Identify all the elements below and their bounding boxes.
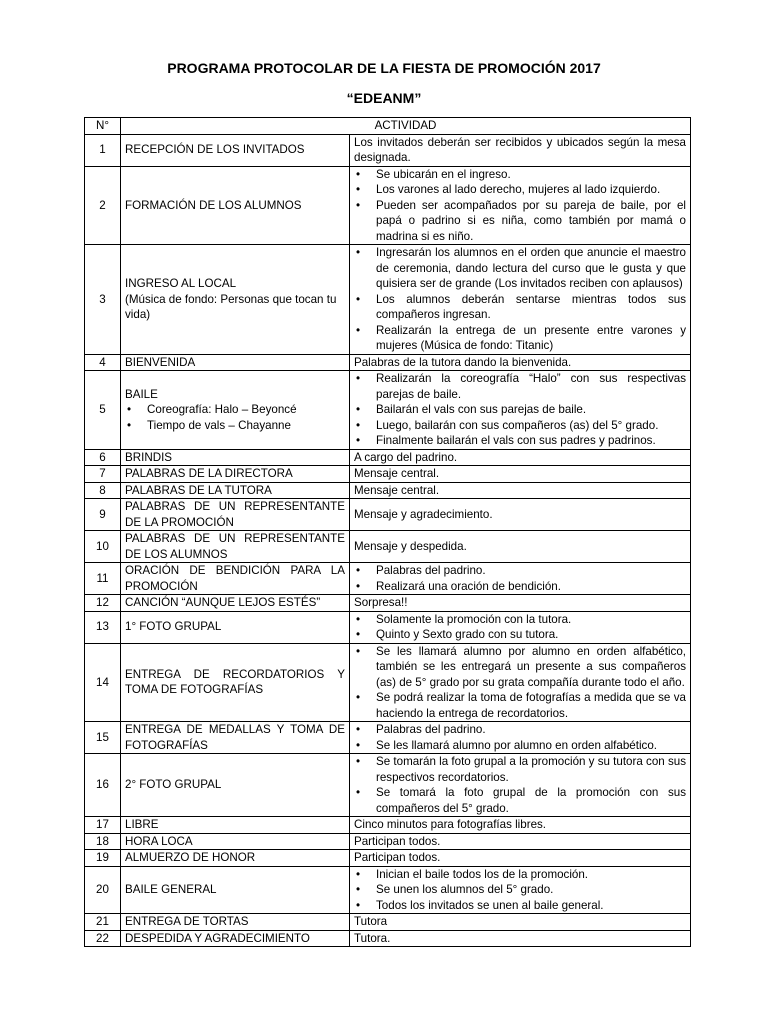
activity-cell: [121, 563, 350, 595]
description-cell: [350, 371, 691, 450]
row-number: 12: [85, 595, 121, 612]
description-bullet-list: [354, 867, 686, 914]
activity-name: BAILE GENERAL: [125, 883, 217, 896]
table-row: [85, 930, 691, 947]
bullet-item: • Palabras del padrino.: [354, 563, 686, 579]
row-number: 21: [85, 914, 121, 931]
table-row: [85, 611, 691, 643]
bullet-item: • Realizará una oración de bendición.: [354, 579, 686, 595]
description-bullet-list: [354, 612, 686, 643]
activity-cell: [121, 817, 350, 834]
activity-cell: [121, 371, 350, 450]
table-row: [85, 449, 691, 466]
table-row: [85, 850, 691, 867]
description-bullet-list: [354, 245, 686, 354]
activity-bullet-list: [125, 402, 345, 433]
bullet-item: • Se les llamará alumno por alumno en orden alfabético.: [354, 738, 686, 754]
bullet-item: • Realizarán la coreografía “Halo” con sus respectivas parejas de baile.: [354, 371, 686, 402]
table-row: [85, 134, 691, 166]
bullet-item: • Pueden ser acompañados por su pareja de baile, por el papá o padrino si es niña, como también por mamá o madrina si es niño.: [354, 198, 686, 245]
row-number: 18: [85, 833, 121, 850]
activity-name: ENTREGA DE MEDALLAS Y TOMA DE FOTOGRAFÍAS: [125, 723, 345, 752]
row-number: 3: [85, 245, 121, 355]
activity-name: 1° FOTO GRUPAL: [125, 620, 222, 634]
activity-cell: [121, 354, 350, 371]
table-row: [85, 914, 691, 931]
description-cell: Mensaje y agradecimiento.: [350, 499, 691, 531]
activity-cell: [121, 245, 350, 355]
row-number: 6: [85, 449, 121, 466]
table-row: [85, 531, 691, 563]
bullet-item: • Bailarán el vals con sus parejas de baile.: [354, 402, 686, 418]
description-cell: [350, 166, 691, 245]
document-title: PROGRAMA PROTOCOLAR DE LA FIESTA DE PROMOCIÓN 2017: [167, 60, 601, 76]
table-row: [85, 833, 691, 850]
table-row: [85, 482, 691, 499]
activity-name: INGRESO AL LOCAL: [125, 277, 237, 290]
bullet-item: • Inician el baile todos los de la promoción.: [354, 867, 686, 883]
activity-name: ENTREGA DE TORTAS: [125, 915, 249, 928]
description-cell: Palabras de la tutora dando la bienvenida.: [350, 354, 691, 371]
table-header-row: [85, 118, 691, 135]
activity-cell: [121, 466, 350, 483]
table-row: [85, 166, 691, 245]
activity-cell: [121, 722, 350, 754]
table-row: [85, 371, 691, 450]
bullet-item: • Tiempo de vals – Chayanne: [125, 418, 345, 434]
activity-cell: [121, 449, 350, 466]
activity-cell: [121, 134, 350, 166]
header-number: N°: [85, 118, 121, 135]
description-bullet-list: [354, 644, 686, 722]
activity-name: PALABRAS DE LA DIRECTORA: [125, 467, 293, 480]
activity-name: PALABRAS DE UN REPRESENTANTE DE LA PROMOCIÓN: [125, 500, 345, 529]
table-row: [85, 754, 691, 817]
description-cell: Mensaje central.: [350, 466, 691, 483]
bullet-item: • Se tomarán la foto grupal a la promoción y su tutora con sus respectivos recordatorios.: [354, 754, 686, 785]
activity-name: BRINDIS: [125, 450, 173, 464]
bullet-item: • Luego, bailarán con sus compañeros (as) del 5° grado.: [354, 418, 686, 434]
row-number: 4: [85, 354, 121, 371]
activity-name: LIBRE: [125, 818, 159, 831]
activity-cell: [121, 930, 350, 947]
row-number: 11: [85, 563, 121, 595]
table-row: [85, 595, 691, 612]
activity-name: PALABRAS DE UN REPRESENTANTE DE LOS ALUMNOS: [125, 532, 345, 561]
row-number: 22: [85, 930, 121, 947]
bullet-item: • Coreografía: Halo – Beyoncé: [125, 402, 345, 418]
bullet-item: • Los alumnos deberán sentarse mientras todos sus compañeros ingresan.: [354, 292, 686, 323]
row-number: 20: [85, 866, 121, 914]
activity-name: PALABRAS DE LA TUTORA: [125, 483, 272, 497]
activity-cell: [121, 595, 350, 612]
table-row: [85, 817, 691, 834]
description-bullet-list: [354, 563, 686, 594]
bullet-item: • Se podrá realizar la toma de fotografías a medida que se va haciendo la entrega de recordatorios.: [354, 690, 686, 721]
table-row: [85, 354, 691, 371]
bullet-item: • Se tomará la foto grupal de la promoción con sus compañeros del 5° grado.: [354, 785, 686, 816]
activity-name: DESPEDIDA Y AGRADECIMIENTO: [125, 931, 310, 945]
row-number: 9: [85, 499, 121, 531]
table-body: [85, 134, 691, 947]
program-table: [84, 117, 691, 947]
activity-name: ENTREGA DE RECORDATORIOS Y TOMA DE FOTOGRAFÍAS: [125, 667, 345, 697]
activity-cell: [121, 531, 350, 563]
activity-name: 2° FOTO GRUPAL: [125, 778, 222, 792]
activity-note: (Música de fondo: Personas que tocan tu vida): [125, 292, 337, 321]
header-activity: ACTIVIDAD: [121, 118, 691, 135]
row-number: 1: [85, 134, 121, 166]
table-row: [85, 722, 691, 754]
description-cell: Participan todos.: [350, 850, 691, 867]
bullet-item: • Finalmente bailarán el vals con sus padres y padrinos.: [354, 433, 686, 449]
activity-cell: [121, 611, 350, 643]
bullet-item: • Ingresarán los alumnos en el orden que anuncie el maestro de ceremonia, dando lectura del curso que le gusta y que quisiera ser de grande (Los invitados reciben con aplausos): [354, 245, 686, 292]
activity-cell: [121, 482, 350, 499]
description-cell: Los invitados deberán ser recibidos y ubicados según la mesa designada.: [350, 134, 691, 166]
description-cell: Tutora.: [350, 930, 691, 947]
activity-cell: [121, 754, 350, 817]
bullet-item: • Solamente la promoción con la tutora.: [354, 612, 686, 628]
activity-cell: [121, 499, 350, 531]
description-cell: A cargo del padrino.: [350, 449, 691, 466]
row-number: 16: [85, 754, 121, 817]
row-number: 15: [85, 722, 121, 754]
activity-name: FORMACIÓN DE LOS ALUMNOS: [125, 198, 302, 212]
description-cell: Cinco minutos para fotografías libres.: [350, 817, 691, 834]
description-cell: Participan todos.: [350, 833, 691, 850]
row-number: 5: [85, 371, 121, 450]
description-cell: [350, 866, 691, 914]
table-row: [85, 245, 691, 355]
description-cell: [350, 643, 691, 722]
table-row: [85, 499, 691, 531]
bullet-item: • Todos los invitados se unen al baile general.: [354, 898, 686, 914]
table-row: [85, 866, 691, 914]
bullet-item: • Palabras del padrino.: [354, 722, 686, 738]
description-cell: Mensaje central.: [350, 482, 691, 499]
row-number: 14: [85, 643, 121, 722]
row-number: 17: [85, 817, 121, 834]
bullet-item: • Se les llamará alumno por alumno en orden alfabético, también se les entregará un presente a sus compañeros (as) de 5° grado por su grata compañía durante todo el año.: [354, 644, 686, 691]
activity-name: ALMUERZO DE HONOR: [125, 851, 256, 864]
bullet-item: • Los varones al lado derecho, mujeres al lado izquierdo.: [354, 182, 686, 198]
description-bullet-list: [354, 167, 686, 245]
row-number: 10: [85, 531, 121, 563]
activity-name: BAILE: [125, 387, 158, 401]
table-row: [85, 563, 691, 595]
bullet-item: • Se ubicarán en el ingreso.: [354, 167, 686, 183]
bullet-item: • Se unen los alumnos del 5° grado.: [354, 882, 686, 898]
row-number: 13: [85, 611, 121, 643]
description-cell: Sorpresa!!: [350, 595, 691, 612]
activity-cell: [121, 833, 350, 850]
table-row: [85, 643, 691, 722]
activity-name: CANCIÓN “AUNQUE LEJOS ESTÉS”: [125, 596, 321, 609]
bullet-item: • Quinto y Sexto grado con su tutora.: [354, 627, 686, 643]
document-subtitle: “EDEANM”: [346, 90, 422, 106]
activity-name: RECEPCIÓN DE LOS INVITADOS: [125, 143, 305, 157]
activity-cell: [121, 643, 350, 722]
description-bullet-list: [354, 722, 686, 753]
description-bullet-list: [354, 754, 686, 816]
activity-name: ORACIÓN DE BENDICIÓN PARA LA PROMOCIÓN: [125, 564, 345, 593]
table-row: [85, 466, 691, 483]
row-number: 7: [85, 466, 121, 483]
activity-cell: [121, 850, 350, 867]
description-cell: Tutora: [350, 914, 691, 931]
row-number: 2: [85, 166, 121, 245]
description-cell: [350, 722, 691, 754]
row-number: 8: [85, 482, 121, 499]
activity-name: HORA LOCA: [125, 834, 193, 848]
description-cell: [350, 611, 691, 643]
activity-cell: [121, 166, 350, 245]
description-cell: [350, 563, 691, 595]
bullet-item: • Realizarán la entrega de un presente entre varones y mujeres (Música de fondo: Titanic): [354, 323, 686, 354]
description-cell: Mensaje y despedida.: [350, 531, 691, 563]
activity-cell: [121, 914, 350, 931]
description-cell: [350, 245, 691, 355]
activity-name: BIENVENIDA: [125, 355, 196, 369]
activity-cell: [121, 866, 350, 914]
description-cell: [350, 754, 691, 817]
description-bullet-list: [354, 371, 686, 449]
row-number: 19: [85, 850, 121, 867]
